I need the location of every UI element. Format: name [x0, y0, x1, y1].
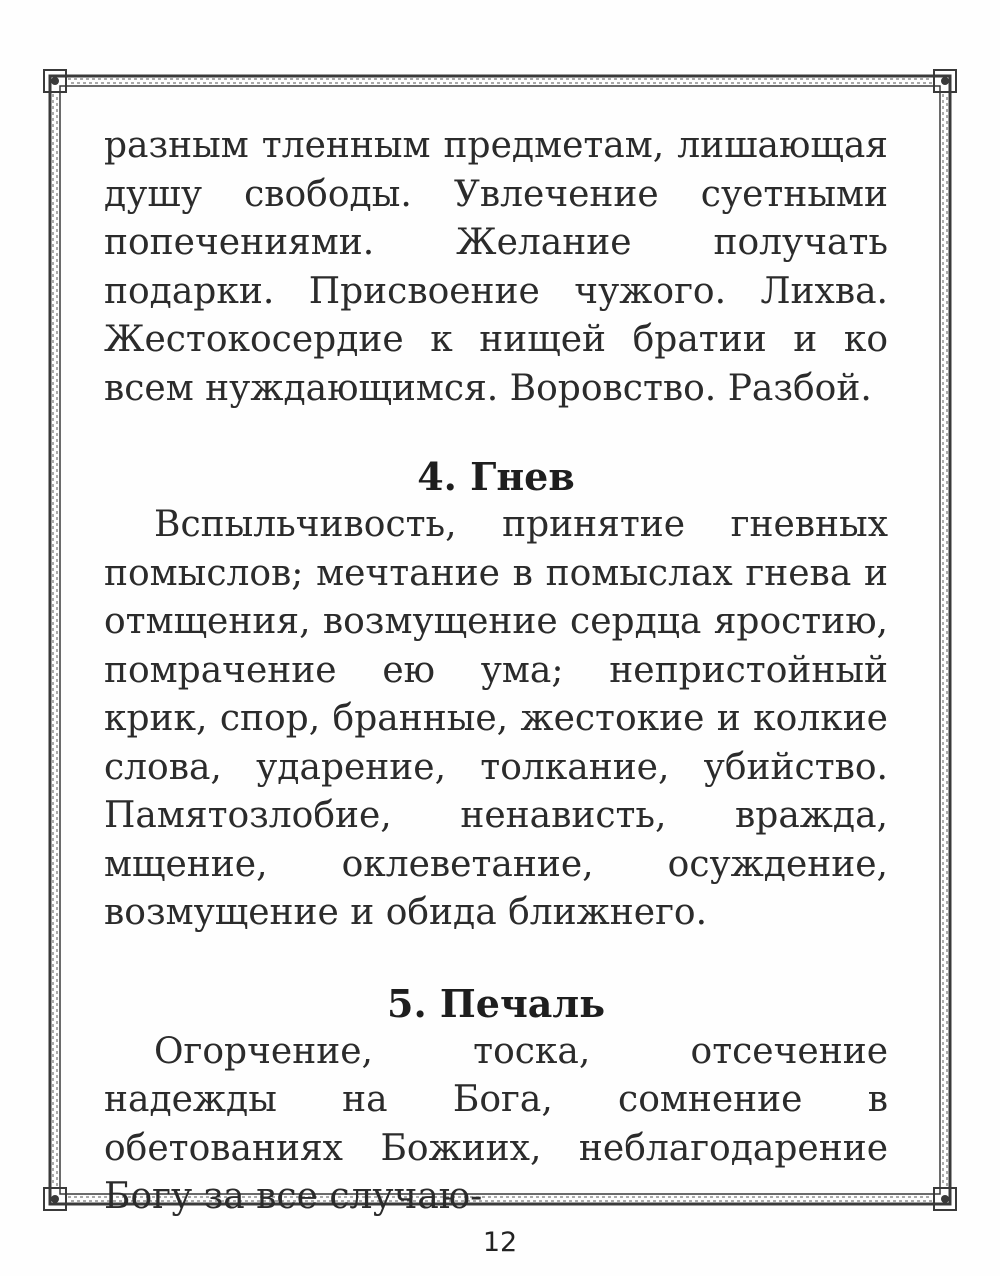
page-number: 12: [482, 1227, 518, 1258]
section-heading-sorrow: 5. Печаль: [387, 980, 605, 1026]
section-heading-anger: 4. Гнев: [417, 454, 575, 499]
section-text-sorrow: Огорчение, тоска, отсечение надежды на Бога, сомнение в обетованиях Божиих, неблагодарение Богу за все случаю-: [104, 1030, 888, 1217]
page-text-block: [104, 122, 888, 1222]
continuation-paragraph: разным тленным предметам, лишающая душу свободы. Увлечение суетными попечениями. Желание получать подарки. Присвоение чужого. Лихва. Жестокосердие к нищей братии и ко всем нуждающимся. Воровство. Разбой.: [104, 125, 888, 409]
section-text-anger: Вспыльчивость, принятие гневных помыслов; мечтание в помыслах гнева и отмщения, возмущение сердца яростию, помрачение ею ума; непристойный крик, спор, бранные, жестокие и колкие слова, ударение, толкание, убийство. Памятозлобие, ненависть, вражда, мщение, оклеветание, осуждение, возмущение и обида ближнего.: [104, 504, 888, 933]
